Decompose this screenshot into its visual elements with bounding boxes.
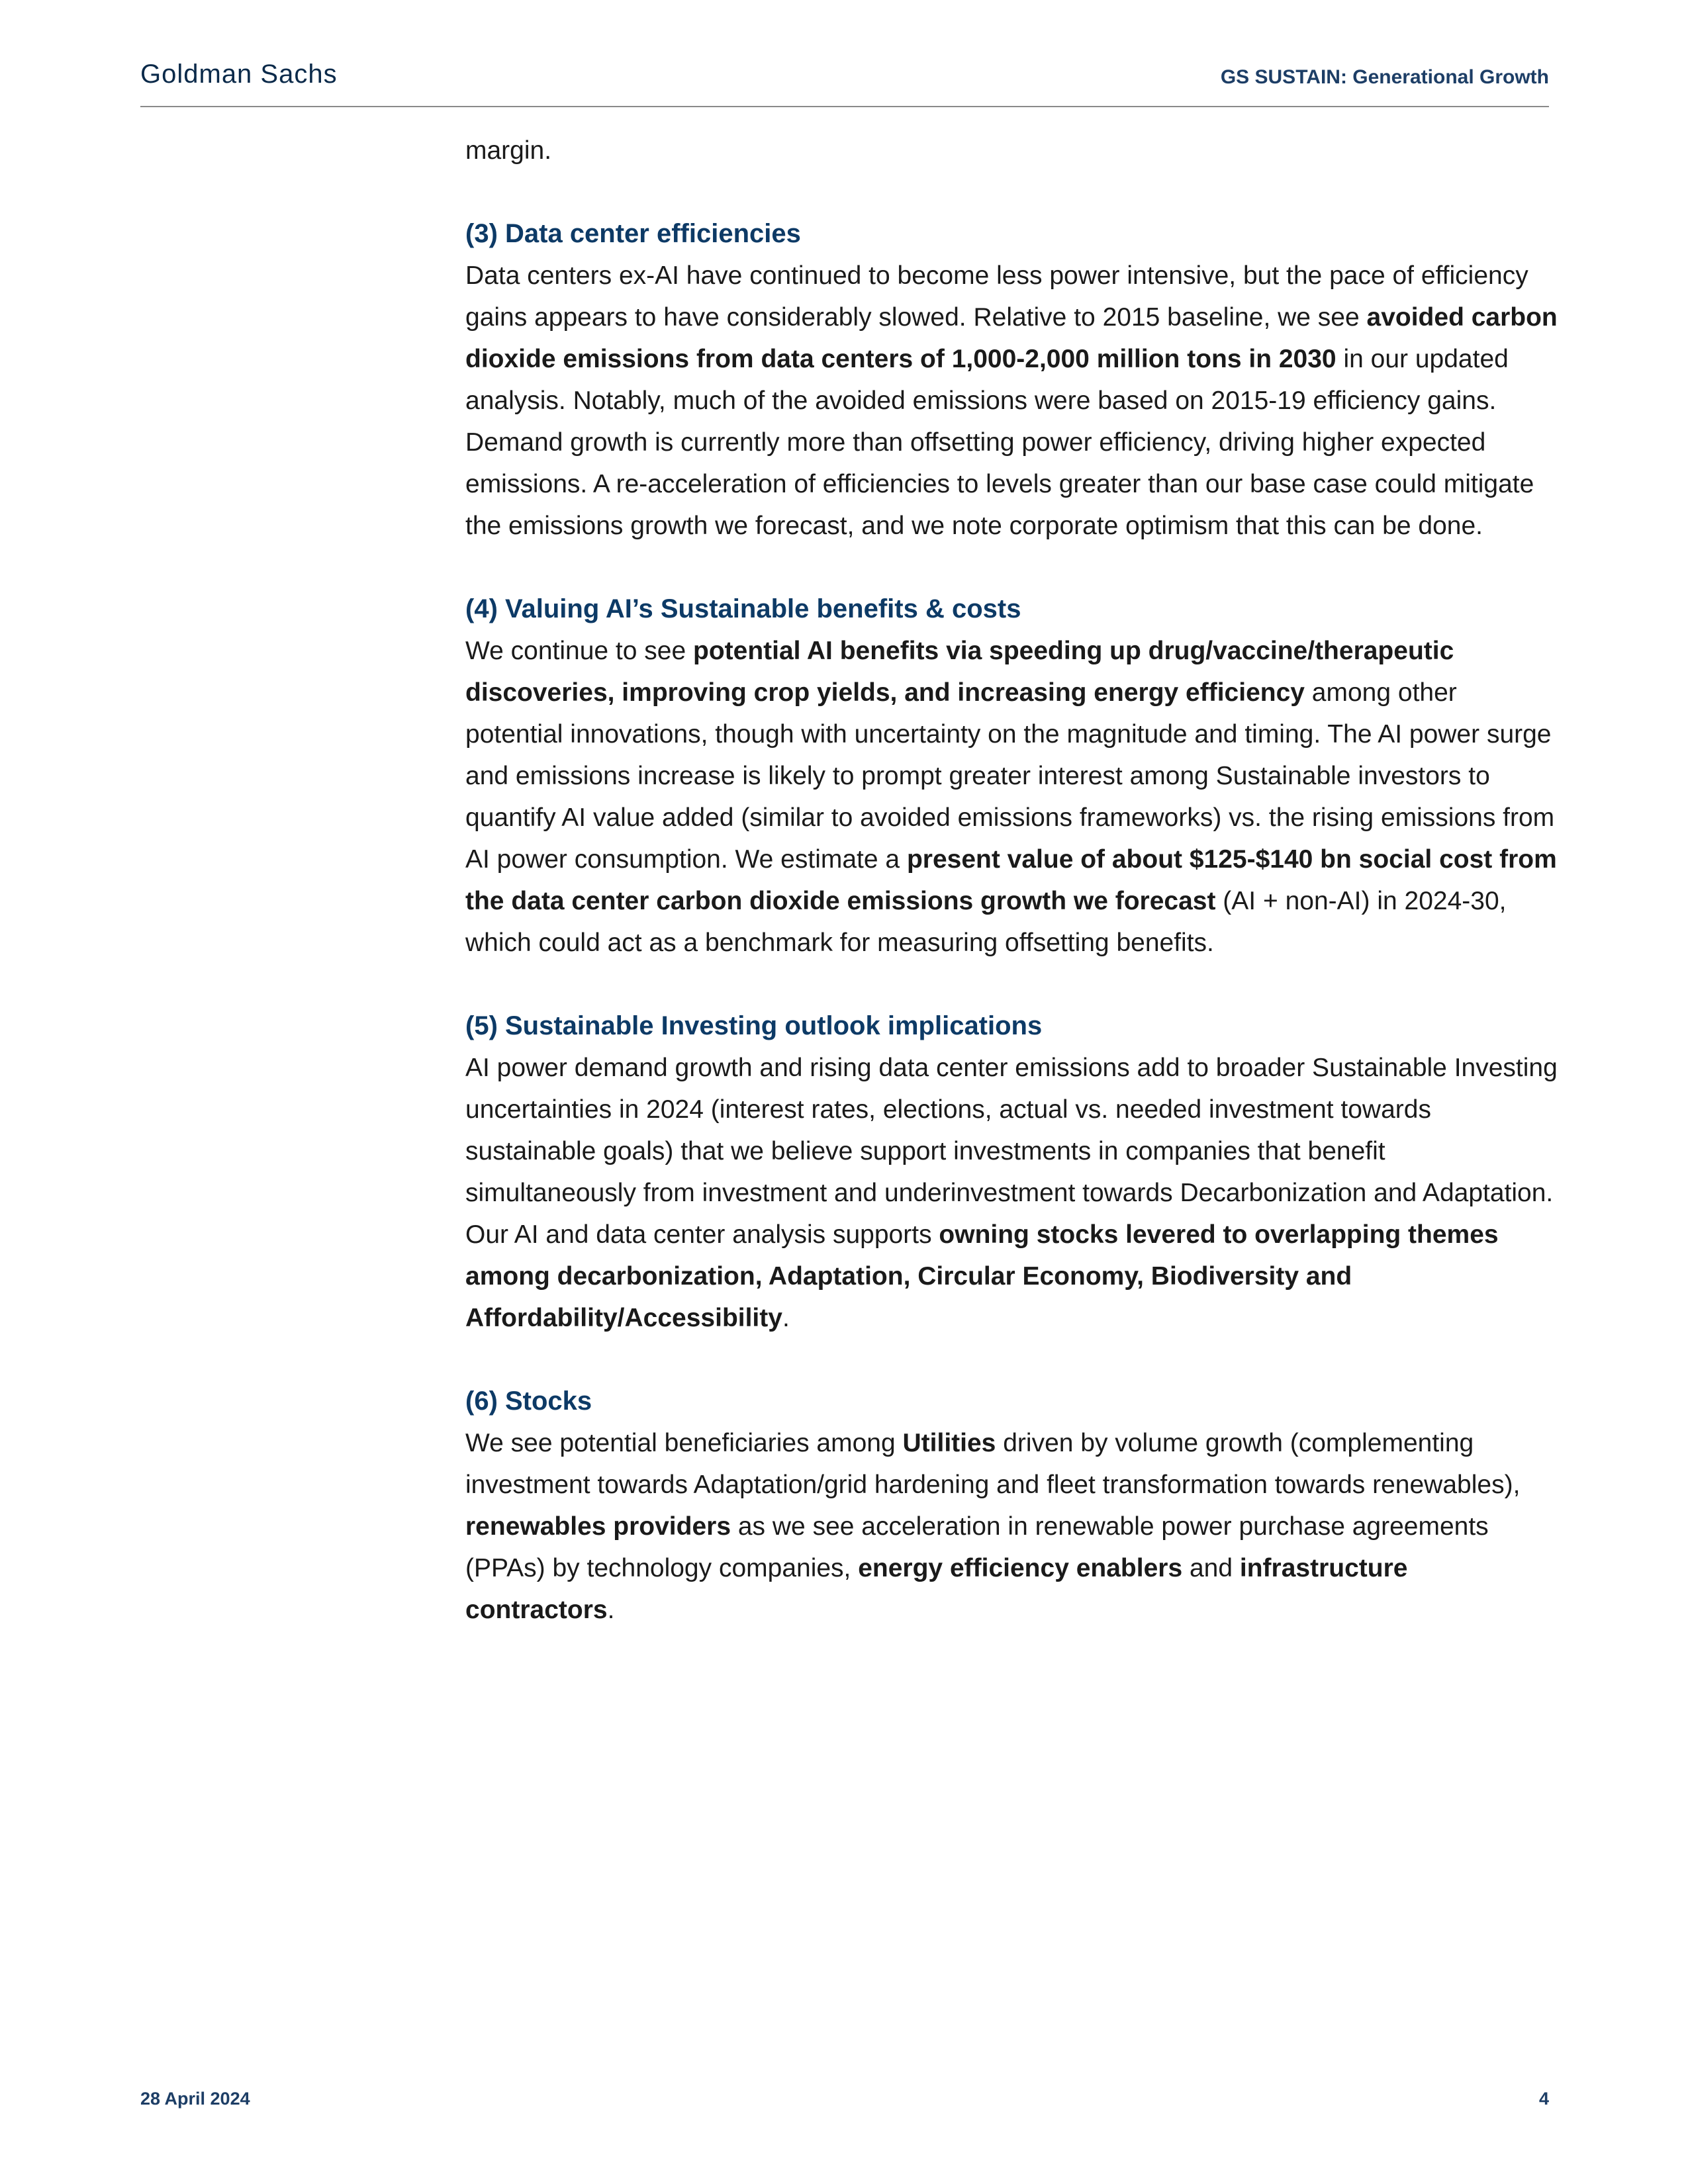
body-text-bold: owning stocks levered to overlapping themes among decarbonization, Adaptation, Circular Economy, Biodiversity and Affordability/Accessibility [465, 1220, 1499, 1332]
body-text: in our updated analysis. Notably, much of the avoided emissions were based on 2015-19 efficiency gains. Demand growth is currently more than offsetting power efficiency, driving higher expected emissions. A re-acceleration of efficiencies to levels greater than our base case could mitigate the emissions growth we forecast, and we note corporate optimism that this can be done. [465, 345, 1534, 540]
section-sustainable-investing-outlook [465, 1005, 1558, 1339]
body-text: . [607, 1596, 615, 1624]
section-heading: (6) Stocks [465, 1387, 592, 1416]
section-body [465, 255, 1558, 547]
body-text: Data centers ex-AI have continued to become less power intensive, but the pace of efficiency gains appears to have considerably slowed. Relative to 2015 baseline, we see [465, 261, 1528, 332]
section-body [465, 630, 1558, 964]
page-header [140, 57, 1549, 107]
body-text-bold: present value of about $125-$140 bn social cost from the data center carbon dioxide emissions growth we forecast [465, 845, 1557, 915]
body-text-bold: potential AI benefits via speeding up drug/vaccine/therapeutic discoveries, improving crop yields, and increasing energy efficiency [465, 637, 1454, 707]
section-body [465, 1047, 1558, 1339]
body-text: driven by volume growth (complementing investment towards Adaptation/grid hardening and fleet transformation towards renewables), [465, 1429, 1521, 1499]
section-stocks [465, 1381, 1558, 1631]
intro-paragraph: margin. [465, 136, 552, 165]
body-text-bold: energy efficiency enablers [858, 1554, 1183, 1582]
main-content [465, 130, 1558, 1631]
section-heading: (4) Valuing AI’s Sustainable benefits & costs [465, 594, 1021, 623]
body-text-bold: avoided carbon dioxide emissions from data centers of 1,000-2,000 million tons in 2030 [465, 303, 1558, 373]
body-text: We continue to see [465, 637, 693, 665]
footer-date: 28 April 2024 [140, 2089, 250, 2109]
section-valuing-ai-benefits-costs [465, 588, 1558, 964]
section-heading: (3) Data center efficiencies [465, 219, 801, 248]
section-body [465, 1422, 1558, 1631]
body-text: AI power demand growth and rising data center emissions add to broader Sustainable Investing uncertainties in 2024 (interest rates, elections, actual vs. needed investment towards sustainable goals) that we believe support investments in companies that benefit simultaneously from investment and underinvestment towards Decarbonization and Adaptation. Our AI and data center analysis supports [465, 1054, 1558, 1249]
report-title: GS SUSTAIN: Generational Growth [1220, 66, 1549, 88]
body-text-bold: infrastructure contractors [465, 1554, 1408, 1624]
body-text: and [1182, 1554, 1240, 1582]
page-number: 4 [1538, 2089, 1549, 2109]
body-text: (AI + non-AI) in 2024-30, which could act as a benchmark for measuring offsetting benefits. [465, 887, 1507, 957]
body-text-bold: renewables providers [465, 1512, 731, 1541]
brand-logo-text: Goldman Sachs [140, 60, 338, 89]
body-text: among other potential innovations, though with uncertainty on the magnitude and timing. The AI power surge and emissions increase is likely to prompt greater interest among Sustainable investors to quantify AI value added (similar to avoided emissions frameworks) vs. the rising emissions from AI power consumption. We estimate a [465, 678, 1555, 874]
body-text: We see potential beneficiaries among [465, 1429, 903, 1457]
body-text: . [782, 1304, 790, 1332]
body-text-bold: Utilities [902, 1429, 996, 1457]
body-text: as we see acceleration in renewable power purchase agreements (PPAs) by technology companies, [465, 1512, 1489, 1582]
section-heading: (5) Sustainable Investing outlook implications [465, 1011, 1043, 1040]
section-data-center-efficiencies [465, 213, 1558, 547]
